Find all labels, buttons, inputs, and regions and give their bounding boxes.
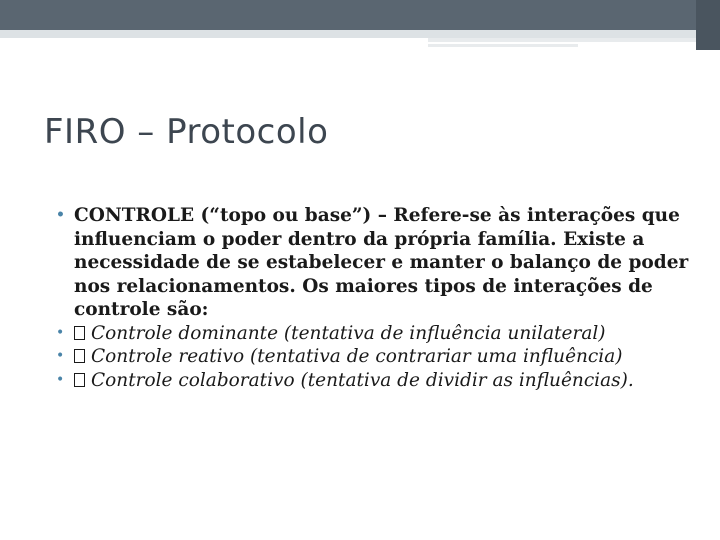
- empty-square-icon: [74, 326, 85, 340]
- list-item: [54, 322, 694, 346]
- bullet-icon: •: [56, 348, 65, 364]
- list-item-text: Controle dominante (tentativa de influência unilateral): [91, 322, 606, 344]
- bullet-icon: •: [56, 324, 65, 341]
- header-accent-line: [428, 38, 696, 42]
- list-item: [54, 369, 694, 393]
- bullet-list: [54, 204, 694, 392]
- header-accent-line-short: [428, 44, 578, 47]
- bullet-icon: •: [56, 207, 65, 223]
- slide-title: FIRO – Protocolo: [44, 112, 329, 152]
- list-item-intro: [54, 204, 694, 322]
- header-bar-corner: [696, 0, 720, 50]
- header-bar: [0, 0, 720, 30]
- bullet-icon: •: [56, 371, 65, 388]
- list-item-text: Controle reativo (tentativa de contrariar uma influência): [91, 346, 623, 367]
- empty-square-icon: [74, 373, 85, 387]
- header-strip: [0, 30, 696, 38]
- list-item: [54, 345, 694, 369]
- empty-square-icon: [74, 349, 85, 363]
- list-item-text: Controle colaborativo (tentativa de dividir as influências).: [91, 369, 634, 391]
- list-item-text: CONTROLE (“topo ou base”) – Refere-se às interações que influenciam o poder dentro da própria família. Existe a necessidade de se estabelecer e manter o balanço de poder nos relacionamentos. Os maiores tipos de interações de controle são:: [74, 205, 689, 320]
